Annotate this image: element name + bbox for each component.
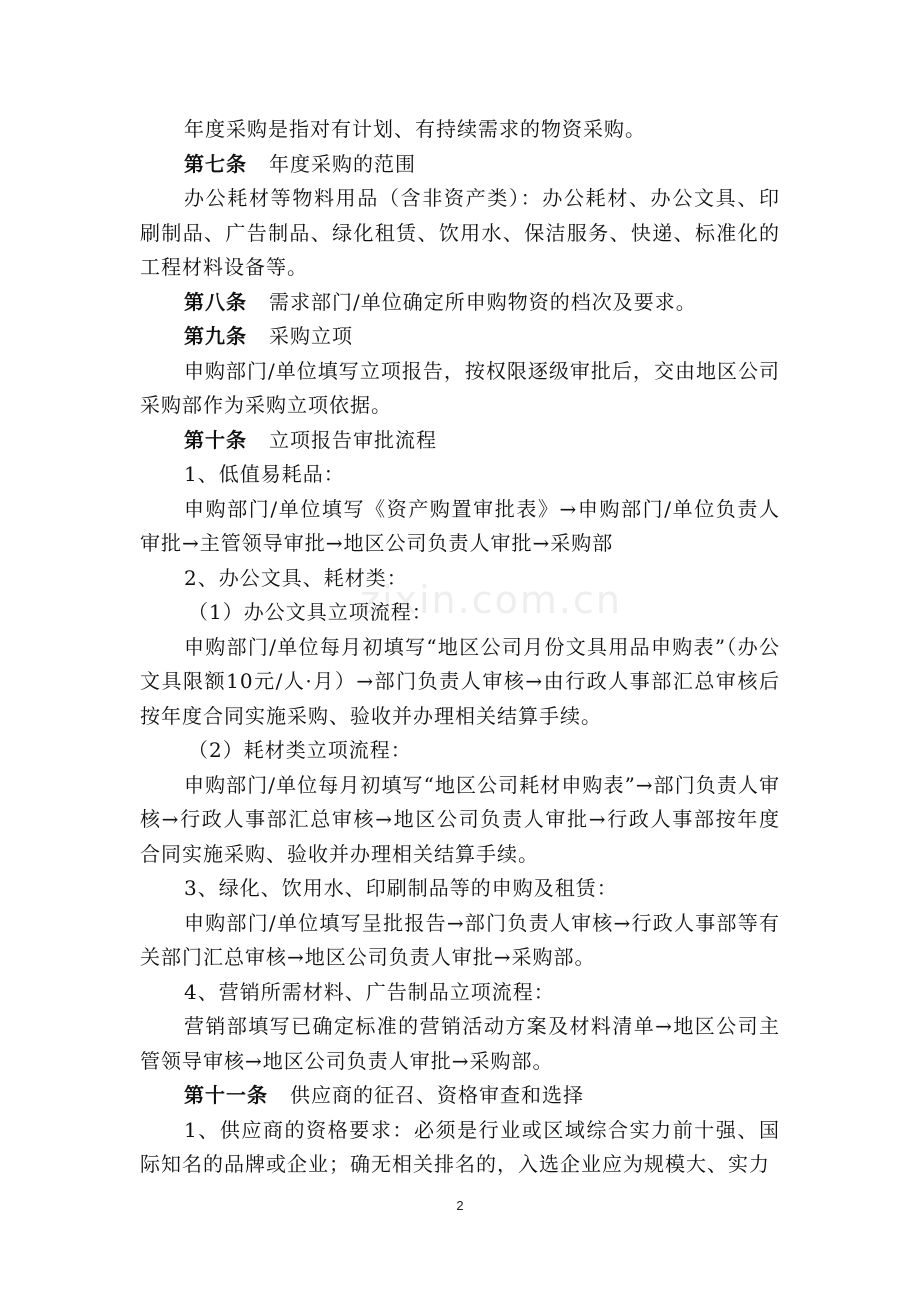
paragraph: 办公耗材等物料用品（含非资产类）：办公耗材、办公文具、印刷制品、广告制品、绿化租赁、饮用水、保洁服务、快递、标准化的工程材料设备等。	[140, 186, 780, 279]
paragraph: （1）办公文具立项流程：	[188, 600, 433, 624]
article-heading	[140, 319, 780, 354]
paragraph: 申购部门/单位填写呈批报告→部门负责人审核→行政人事部等有关部门汇总审核→地区公司负责人审批→采购部。	[140, 910, 780, 969]
article-title: 采购立项	[269, 324, 353, 348]
article-title: 立项报告审批流程	[269, 427, 437, 452]
article-label: 第九条	[184, 324, 247, 348]
paragraph: 1、供应商的资格要求：必须是行业或区域综合实力前十强、国际知名的品牌或企业；确无相关排名的，入选企业应为规模大、实力	[140, 1117, 780, 1176]
paragraph: 申购部门/单位每月初填写“地区公司耗材申购表”→部门负责人审核→行政人事部汇总审核→地区公司负责人审批→行政人事部按年度合同实施采购、验收并办理相关结算手续。	[140, 772, 780, 866]
paragraph: 申购部门/单位每月初填写“地区公司月份文具用品申购表”（办公文具限额10元/人·月）→部门负责人审核→由行政人事部汇总审核后按年度合同实施采购、验收并办理相关结算手续。	[140, 634, 780, 728]
article-label: 第十一条	[184, 1083, 268, 1107]
article-heading	[140, 1078, 780, 1113]
paragraph: 申购部门/单位填写《资产购置审批表》→申购部门/单位负责人审批→主管领导审批→地区公司负责人审批→采购部	[140, 496, 780, 555]
paragraph: 申购部门/单位填写立项报告，按权限逐级审批后，交由地区公司采购部作为采购立项依据。	[140, 358, 780, 417]
watermark: zixin.com.cn	[360, 578, 622, 622]
paragraph: 4、营销所需材料、广告制品立项流程：	[184, 979, 555, 1004]
article-title: 年度采购的范围	[269, 151, 416, 176]
article-label: 第八条	[184, 289, 247, 314]
paragraph: 2、办公文具、耗材类：	[184, 565, 408, 590]
paragraph: 营销部填写已确定标准的营销活动方案及材料清单→地区公司主管领导审核→地区公司负责人审批→采购部。	[140, 1014, 780, 1073]
article-heading	[140, 285, 780, 320]
paragraph: （2）耗材类立项流程：	[188, 738, 412, 762]
paragraph: 3、绿化、饮用水、印刷制品等的申购及租赁：	[184, 876, 618, 900]
article-heading	[140, 147, 780, 182]
article-title: 需求部门/单位确定所申购物资的档次及要求。	[269, 289, 697, 314]
document-body	[140, 112, 780, 1182]
article-label: 第七条	[184, 151, 247, 176]
paragraph: 1、低值易耗品：	[184, 462, 345, 486]
page-number: 2	[456, 1198, 464, 1213]
article-heading	[140, 423, 780, 458]
paragraph: 年度采购是指对有计划、有持续需求的物资采购。	[184, 117, 646, 141]
article-label: 第十条	[184, 427, 247, 452]
article-title: 供应商的征召、资格审查和选择	[290, 1083, 584, 1107]
